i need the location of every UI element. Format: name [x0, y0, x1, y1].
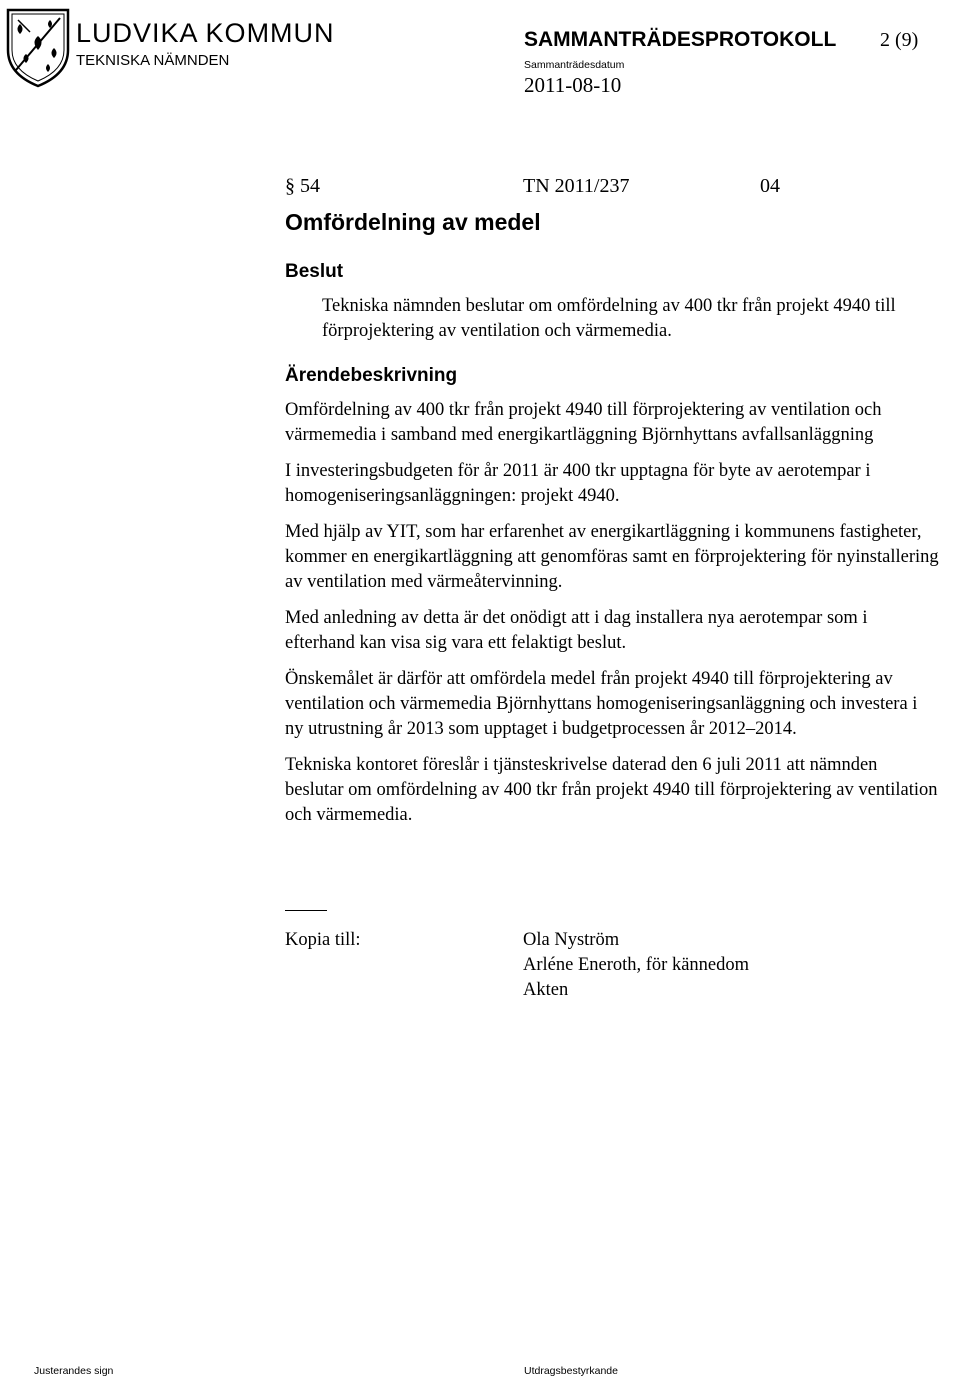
arende-paragraph-6: Tekniska kontoret föreslår i tjänsteskrivelse daterad den 6 juli 2011 att nämnden beslutar om omfördelning av 400 tkr från projekt 4940 till förprojektering av ventilation och värmemedia.	[285, 755, 938, 825]
page-number: 2 (9)	[880, 29, 919, 51]
arende-paragraph-4: Med anledning av detta är det onödigt att i dag installera nya aerotempar som i efterhand kan visa sig vara ett felaktigt beslut.	[285, 608, 868, 653]
case-number: TN 2011/237	[523, 175, 630, 197]
page-title: Omfördelning av medel	[285, 209, 541, 235]
paragraph-number: § 54	[285, 175, 320, 197]
document-type: SAMMANTRÄDESPROTOKOLL	[524, 28, 837, 51]
copy-recipient: Arléne Eneroth, för kännedom	[523, 955, 750, 975]
municipal-crest-icon	[4, 6, 72, 88]
copy-to-label: Kopia till:	[285, 930, 361, 950]
copy-recipient: Ola Nyström	[523, 930, 620, 950]
footer-signature-label: Justerandes sign	[34, 1365, 114, 1377]
arende-paragraph-2: I investeringsbudgeten för år 2011 är 400 tkr upptagna för byte av aerotempar i homogeniseringsanläggningen: projekt 4940.	[285, 461, 871, 506]
beslut-heading: Beslut	[285, 261, 344, 282]
arende-heading: Ärendebeskrivning	[285, 365, 458, 386]
case-code: 04	[760, 175, 780, 197]
arende-paragraph-5: Önskemålet är därför att omfördela medel från projekt 4940 till förprojektering av ventilation och värmemedia Björnhyttans homogeniseringsanläggning och investera i ny utrustning år 2013 som upptaget i budgetprocessen år 2012–2014.	[285, 669, 918, 739]
arende-paragraph-1: Omfördelning av 400 tkr från projekt 4940 till förprojektering av ventilation och värmemedia i samband med energikartläggning Björnhyttans avfallsanläggning	[285, 400, 882, 445]
beslut-text: Tekniska nämnden beslutar om omfördelning av 400 tkr från projekt 4940 till förprojektering av ventilation och värmemedia.	[322, 296, 896, 341]
copy-recipient-list	[523, 928, 749, 1003]
footer-certification-label: Utdragsbestyrkande	[524, 1365, 618, 1377]
meeting-date-label: Sammanträdesdatum	[524, 59, 625, 71]
meeting-date: 2011-08-10	[524, 73, 622, 97]
arende-paragraph-3: Med hjälp av YIT, som har erfarenhet av energikartläggning i kommunens fastigheter, kommer en energikartläggning att genomföras samt en förprojektering för nyinstallering av ventilation med värmeåtervinning.	[285, 522, 939, 592]
organization-name: LUDVIKA KOMMUN	[76, 18, 335, 48]
separator-rule	[285, 910, 327, 911]
copy-recipient: Akten	[523, 980, 569, 1000]
arende-body	[285, 398, 940, 839]
organization-unit: TEKNISKA NÄMNDEN	[76, 52, 230, 69]
